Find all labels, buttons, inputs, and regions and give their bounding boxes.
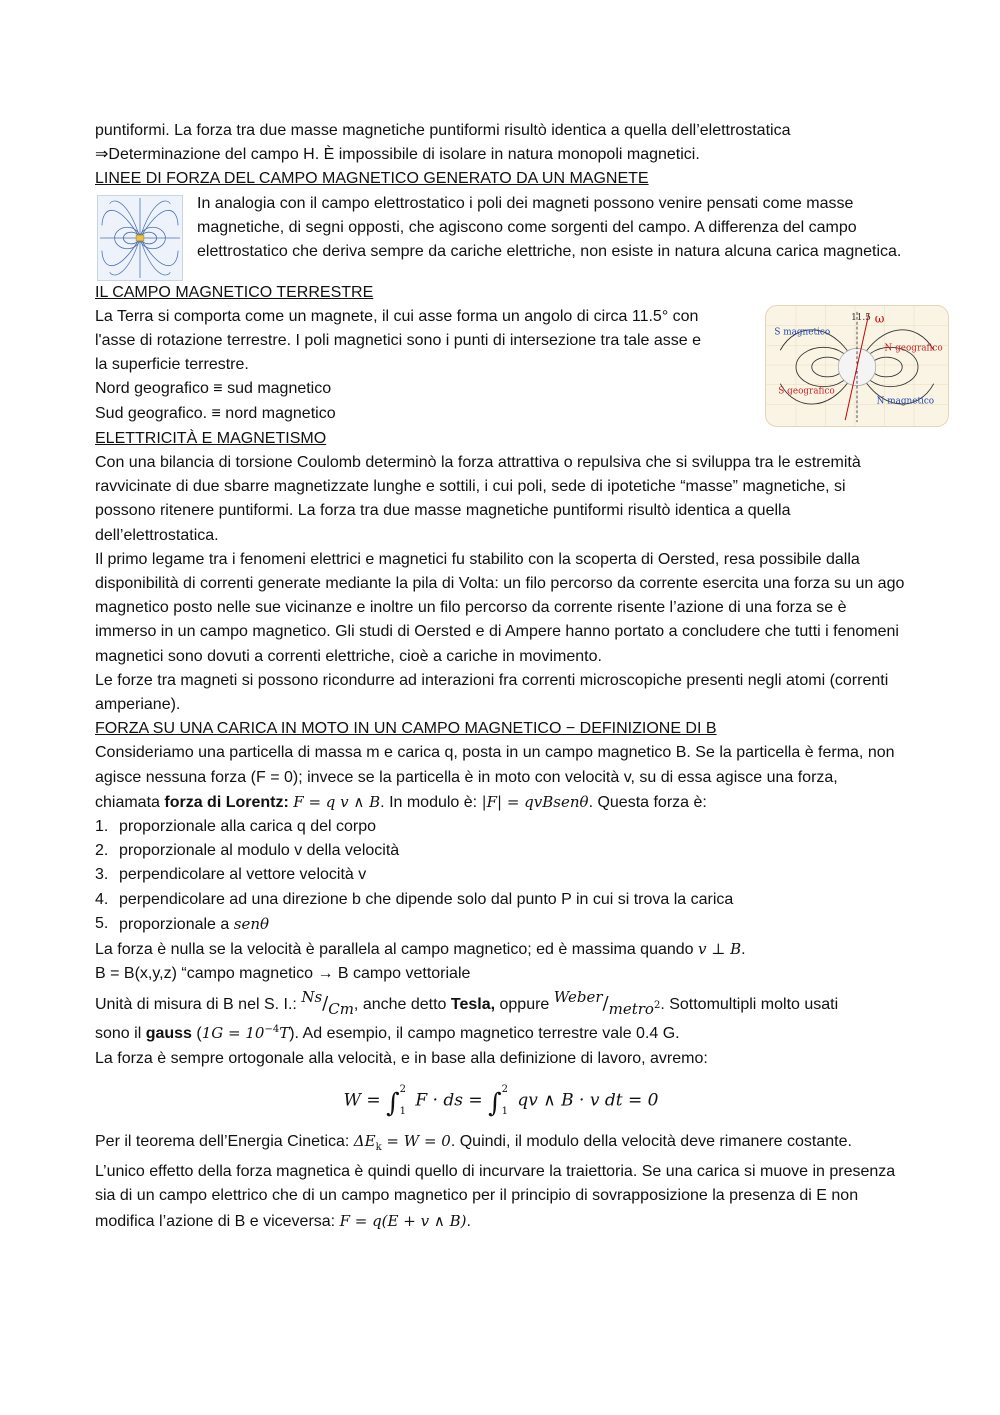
lorentz-modulo-formula: |F| = qvBsenθ [481,792,589,811]
n-geografico-label: N geografico [884,343,943,354]
unit-fraction-numerator-2: Weber [553,988,603,1007]
earth-line-1: La Terra si comporta come un magnete, il cui asse forma un angolo di circa 11.5° con [95,307,699,325]
work-line: La forza è sempre ortogonale alla velocità, e in base alla definizione di lavoro, avremo: [95,1049,708,1067]
list-item: 3. perpendicolare al vettore velocità v [95,866,367,884]
lorentz-formula: F = q v ∧ B [293,792,381,811]
vector-field-line: B = B(x,y,z) “campo magnetico → B campo vettoriale [95,965,471,983]
unit-fraction-numerator-1: Ns [301,988,323,1007]
earth-text-block [95,305,701,427]
units-line: Unità di misura di B nel S. I.: Ns/Cm, anche detto Tesla, oppure Weber/metro$^2$. Sottomultipli molto usati [95,988,839,1019]
intro-line-2: ⇒Determinazione del campo H. È impossibile di isolare in natura monopoli magnetici. [95,146,700,164]
section3-paragraph-2: Il primo legame tra i fenomeni elettrici e magnetici fu stabilito con la scoperta di Oersted, resa possibile dalla disponibilità di correnti generate mediante la pila di Volta: un filo percorso da corrente esercita una forza su un ago magnetico posto nelle sue vicinanze e inoltre un filo percorso da corrente risente l’azione di una forza se è immerso in un campo magnetico. Gli studi di Oersted e di Ampere hanno portato a concludere che tutti i fenomeni magnetici sono dovuti a correnti elettriche, cioè a cariche in movimento. [95,550,905,665]
s-magnetico-label: S magnetico [774,327,831,338]
section1-text: In analogia con il campo elettrostatico i poli dei magneti possono venire pensati come masse magnetiche, di segni opposti, che agiscono come sorgenti del campo. A differenza del campo elettrostatico che deriva sempre da cariche elettriche, non esiste in natura alcuna carica magnetica. [197,194,902,261]
perpendicular-formula: v ⊥ B [698,940,742,959]
intro-line-1: puntiformi. La forza tra due masse magnetiche puntiformi risultò identica a quella dell’elettrostatica [95,122,791,139]
earth-line-3: la superficie terrestre. [95,356,249,374]
earth-figure-row [95,305,943,427]
dipole-field-lines-figure [97,195,183,281]
earth-magnetic-field-figure [765,305,949,427]
document-page [95,119,943,1234]
kinetic-energy-formula: $\Delta E_k = W = 0$ [353,1131,451,1153]
earth-line-4: Nord geografico ≡ sud magnetico [95,380,332,398]
list-item: 2. proporzionale al modulo v della velocità [95,842,400,860]
gauss-formula: $1G = 10^{-4}T$ [201,1024,290,1043]
final-paragraph: L’unico effetto della forza magnetica è quindi quello di incurvare la traiettoria. Se una carica si muove in presenza sia di un campo elettrico che di un campo magnetico per il principio di sovrapposizione la presenza di E non modifica l’azione di B e viceversa: F = q(E + v ∧ B). [95,1163,896,1230]
lorentz-modulo-text: . In modulo è: [380,793,482,811]
tesla-bold: Tesla, [450,996,496,1014]
null-force-line: La forza è nulla se la velocità è parallela al campo magnetico; ed è massima quando v ⊥ B. [95,940,746,959]
sen-theta-formula: senθ [233,914,270,933]
list-item: 4. perpendicolare ad una direzione b che dipende solo dal punto P in cui si trova la carica [95,890,734,908]
s-geografico-label: S geografico [778,386,835,397]
lorentz-end-text: . Questa forza è: [588,793,707,811]
section4-paragraph-1 [95,741,907,815]
gauss-bold: gauss [145,1025,192,1043]
kinetic-energy-line: Per il teorema dell’Energia Cinetica: $\Delta E_k = W = 0$. Quindi, il modulo della velocità deve rimanere costante. [95,1131,852,1153]
earth-line-2: l'asse di rotazione terrestre. I poli magnetici sono i punti di intersezione tra tale asse e [95,332,702,350]
section-heading-linee-di-forza: LINEE DI FORZA DEL CAMPO MAGNETICO GENERATO DA UN MAGNETE [95,170,649,188]
lorentz-intro-text: Consideriamo una particella di massa m e carica q, posta in un campo magnetico B. Se la particella è ferma, non agisce nessuna forza (F = 0); invece se la particella è in moto con velocità v, su di essa agisce una forza, chiamata [95,744,895,811]
dipole-figure-row [95,192,907,281]
gauss-line: sono il gauss $(1G = 10^{-4}T)$. Ad esempio, il campo magnetico terrestre vale 0.4 G. [95,1024,680,1043]
unit-fraction-denominator-1: Cm [328,1000,354,1019]
force-properties-list [95,815,907,937]
lorentz-bold: forza di Lorentz: [164,793,289,811]
section3-paragraph-3: Le forze tra magneti si possono ricondurre ad interazioni fra correnti microscopiche presenti negli atomi (correnti amperiane). [95,671,889,714]
unit-fraction-denominator-2: metro$^2$ [608,1000,661,1019]
earth-line-5: Sud geografico. ≡ nord magnetico [95,404,336,422]
work-equation: W = ∫ 2 1 F · ds = ∫ 2 1 qv ∧ B · v dt = 0 [343,1083,659,1119]
right-arrow-icon: → [317,965,334,983]
section3-paragraph-1: Con una bilancia di torsione Coulomb determinò la forza attrattiva o repulsiva che si sviluppa tra le estremità ravvicinate di due sbarre magnetizzate lunghe e sottili, i cui poli, sede di ipotetiche “masse” magnetiche, si possono ritenere puntiformi. La forza tra due masse magnetiche puntiformi risultò identica a quella dell’elettrostatica. [95,454,861,544]
list-item: 1. proporzionale alla carica q del corpo [95,818,377,836]
section-heading-elettricita: ELETTRICITÀ E MAGNETISMO [95,429,327,447]
section-heading-forza-lorentz: FORZA SU UNA CARICA IN MOTO IN UN CAMPO MAGNETICO − DEFINIZIONE DI B [95,720,717,738]
list-item: 5. proporzionale a senθ [95,914,270,933]
omega-label: ω [874,311,885,326]
angle-label: 11.5 [851,312,871,323]
section-heading-campo-terrestre: IL CAMPO MAGNETICO TERRESTRE [95,283,374,301]
n-magnetico-label: N magnetico [876,396,935,407]
superposition-formula: F = q(E + v ∧ B) [339,1211,467,1230]
